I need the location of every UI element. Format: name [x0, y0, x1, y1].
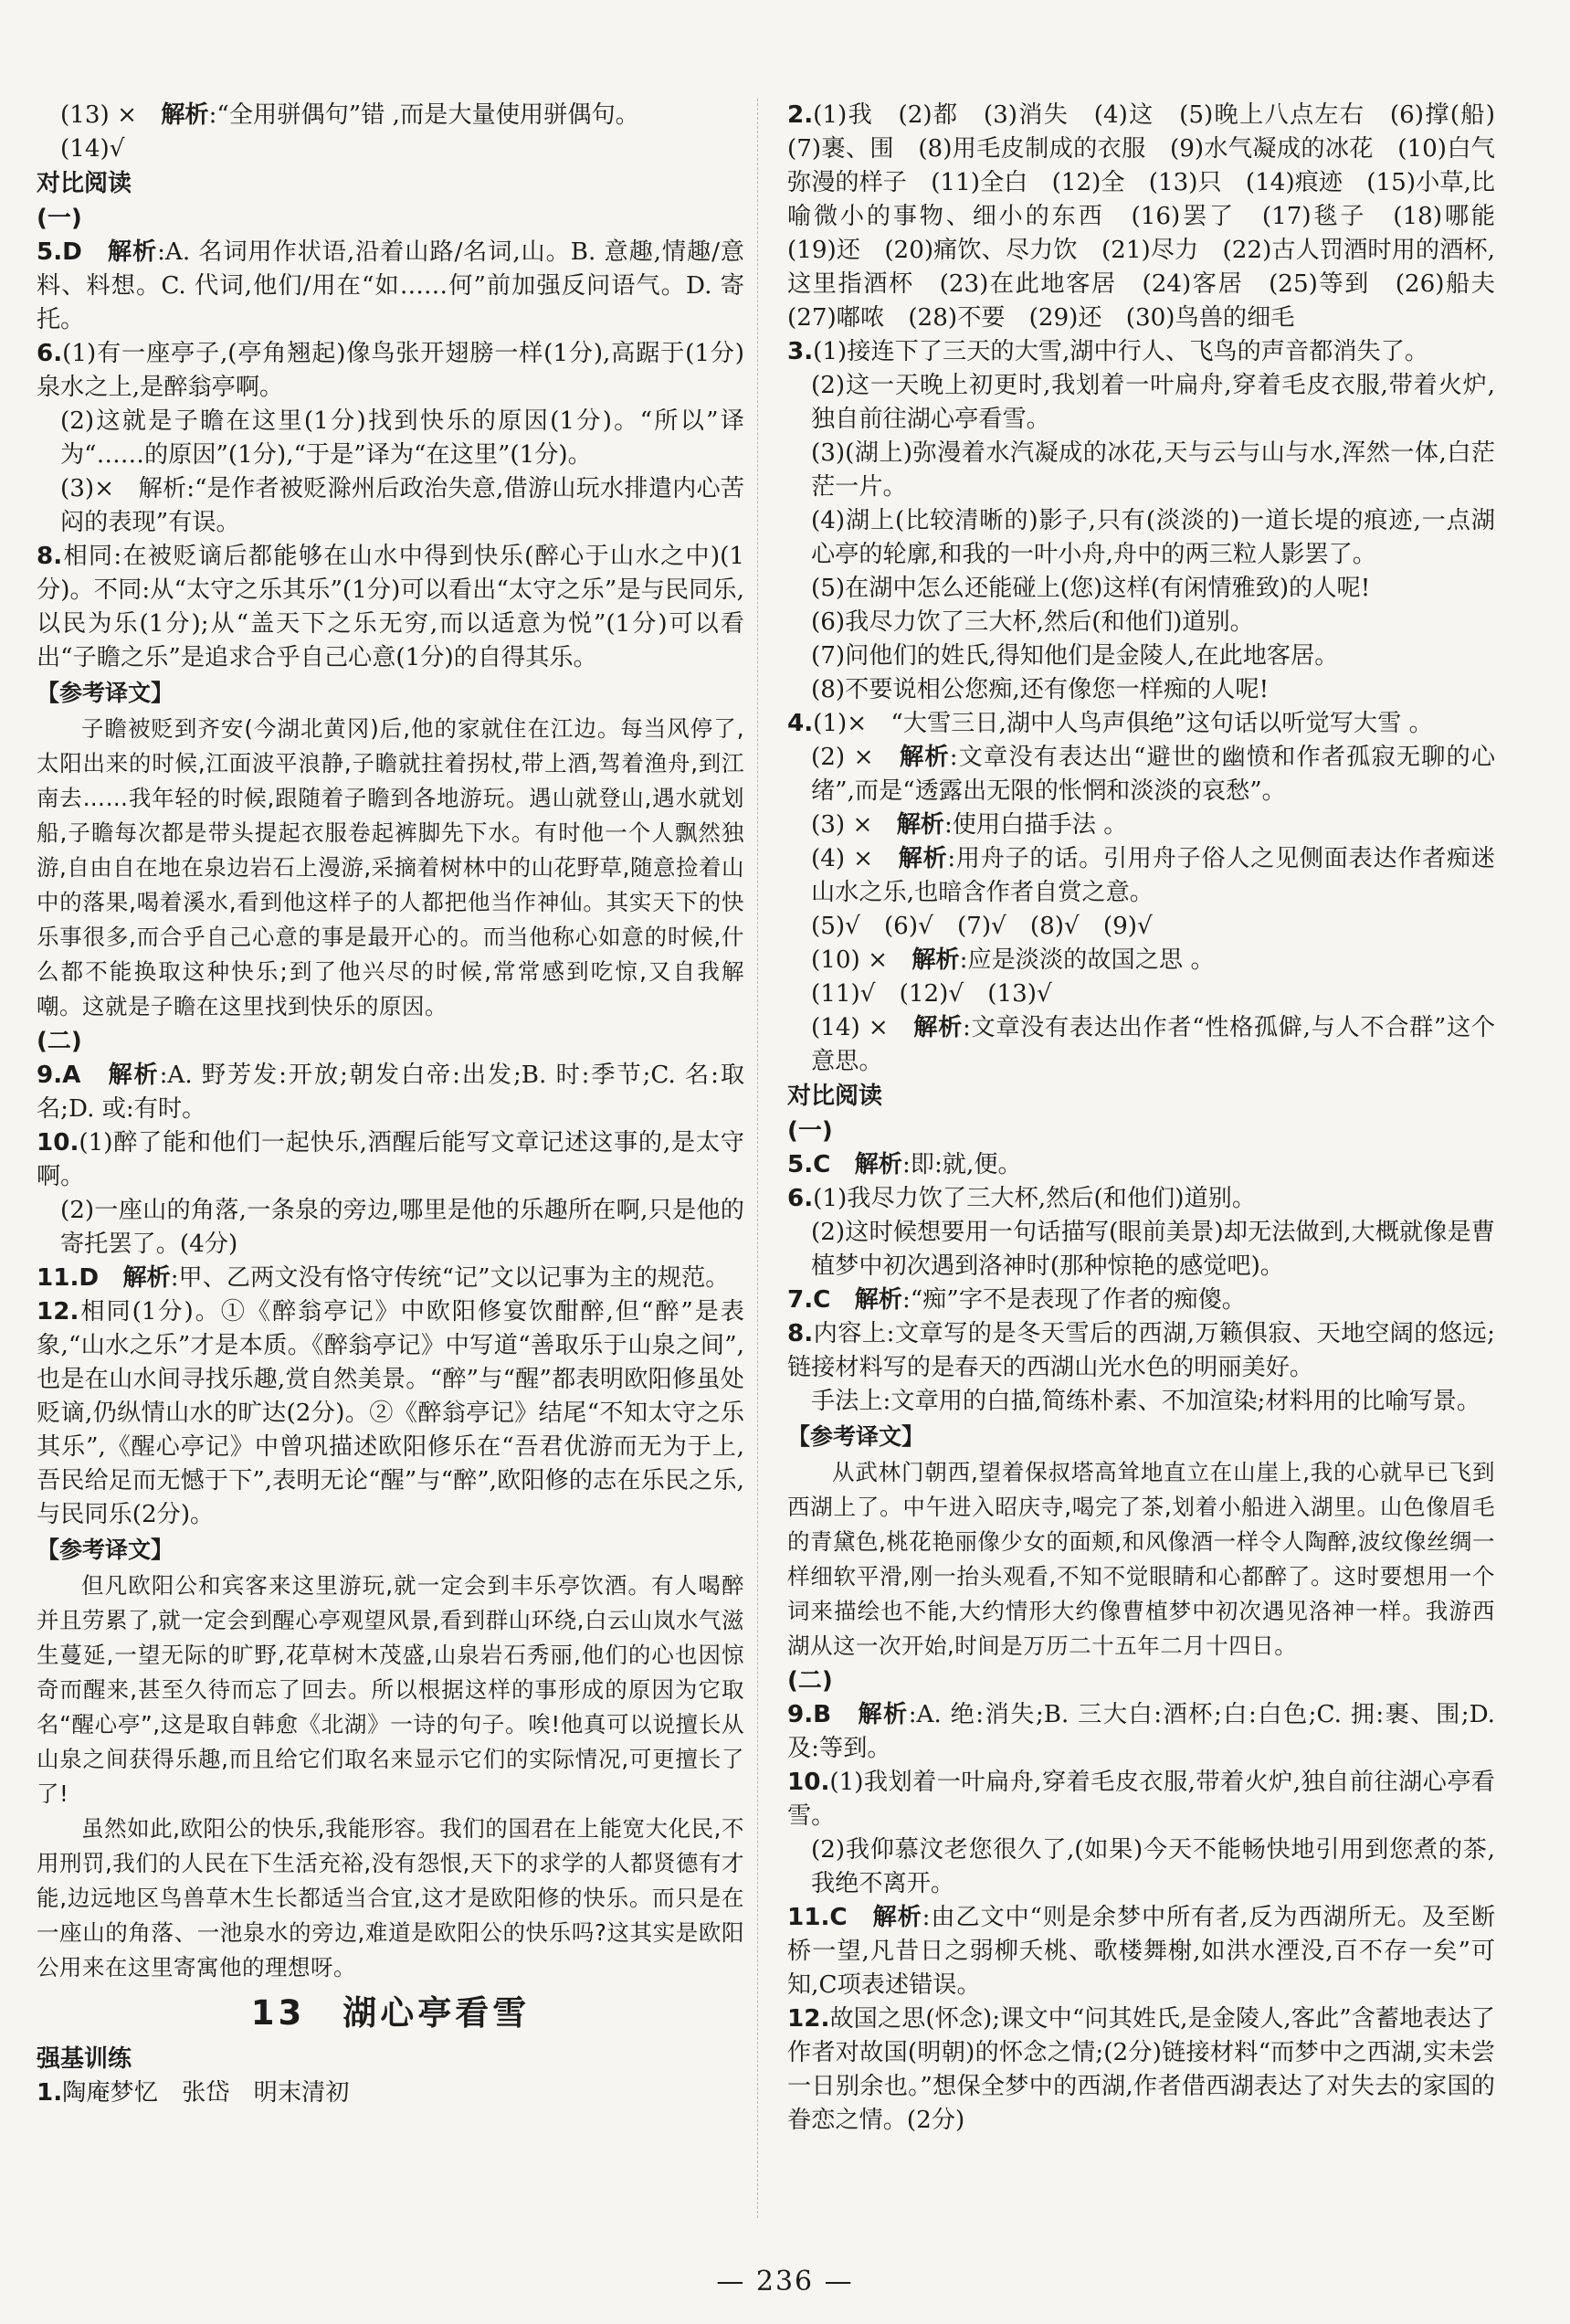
answer-q2: 2.(1)我 (2)都 (3)消失 (4)这 (5)晚上八点左右 (6)撑(船) (7)裹、围 (8)用毛皮制成的衣服 (9)水气凝成的冰花 (10)白气弥漫的样子 (11)全白 (12)全 (13)只 (14)痕迹 (15)小草,比喻微小的事物、细小的东西 (16)罢了 (17)毯子 (18)哪能 (19)还 (20)痛饮、尽力饮 (21)尽力 (22)古人罚酒时用的酒杯,这里指酒杯 (23)在此地客居 (24)客居 (25)等到 (26)船夫 (27)嘟哝 (28)不要 (29)还 (30)鸟兽的细毛 [787, 101, 1520, 332]
lesson-title: 13 湖心亭看雪 [250, 1993, 531, 2033]
answer-q3-item: (4)湖上(比较清晰的)影子,只有(淡淡的)一道长堤的痕迹,一点湖心亭的轮廓,和我的一叶小舟,舟中的两三粒人影罢了。 [811, 507, 1495, 568]
answer-q4-item: (5)√ (6)√ (7)√ (8)√ (9)√ [811, 913, 1153, 940]
answer-q3-item: (5)在湖中怎么还能碰上(您)这样(有闲情雅致)的人呢! [811, 575, 1371, 602]
reference-translation-text-2b: 虽然如此,欧阳公的快乐,我能形容。我们的国君在上能宽大化民,不用刑罚,我们的人民在下生活充裕,没有怨恨,天下的求学的人都贤德有才能,边远地区鸟兽草木生长都适当合宜,这才是欧阳修的快乐。而只是在一座山的角落、一池泉水的旁边,难道是欧阳公的快乐吗?这其实是欧阳公用来在这里寄寓他的理想呀。 [37, 1815, 744, 1981]
answer-q6-right-2: (2)这时候想要用一句话描写(眼前美景)却无法做到,大概就像是曹植梦中初次遇到洛神时(那种惊艳的感觉吧)。 [811, 1219, 1495, 1280]
answer-q10-2: (2)一座山的角落,一条泉的旁边,哪里是他的乐趣所在啊,只是他的寄托罢了。(4分) [60, 1197, 744, 1258]
answer-q3-item: (8)不要说相公您痴,还有像您一样痴的人呢! [811, 676, 1270, 703]
left-column [37, 99, 744, 2110]
answer-q10-right-2: (2)我仰慕汶老您很久了,(如果)今天不能畅快地引用到您煮的茶,我绝不离开。 [811, 1836, 1495, 1897]
answer-q8-right: 8.内容上:文章写的是冬天雪后的西湖,万籁俱寂、天地空阔的悠远;链接材料写的是春天的西湖山光水色的明丽美好。 [787, 1320, 1495, 1381]
section-heading-training: 强基训练 [37, 2045, 132, 2073]
right-column [787, 99, 1520, 2138]
answer-q6-2: (2)这就是子瞻在这里(1分)找到快乐的原因(1分)。“所以”译为“……的原因”(1分),“于是”译为“在这里”(1分)。 [60, 407, 744, 469]
page-number: — 236 — [716, 2266, 854, 2298]
reference-translation-text-2a: 但凡欧阳公和宾客来这里游玩,就一定会到丰乐亭饮酒。有人喝醉并且劳累了,就一定会到醒心亭观望风景,看到群山环绕,白云山岚水气滋生蔓延,一望无际的旷野,花草树木茂盛,山泉岩石秀丽,他们的心也因惊奇而醒来,甚至久待而忘了回去。所以根据这样的事形成的原因为它取名“醒心亭”,这是取自韩愈《北湖》一诗的句子。唉!他真可以说擅长从山泉之间获得乐趣,而且给它们取名来显示它们的实际情况,可更擅长了了! [37, 1572, 744, 1807]
answer-q4-item: (2) × 解析:文章没有表达出“避世的幽愤和作者孤寂无聊的心绪”,而是“透露出无限的怅惘和淡淡的哀愁”。 [811, 744, 1496, 805]
section-heading-compare-right: 对比阅读 [787, 1083, 883, 1110]
answer-q4-item: (14) × 解析:文章没有表达出作者“性格孤僻,与人不合群”这个意思。 [811, 1014, 1496, 1075]
answer-q3-item: (6)我尽力饮了三大杯,然后(和他们)道别。 [811, 608, 1254, 636]
answer-q10-right: 10.(1)我划着一叶扁舟,穿着毛皮衣服,带着火炉,独自前往湖心亭看雪。 [787, 1769, 1495, 1830]
answer-q11: 11.D 解析:甲、乙两文没有恪守传统“记”文以记事为主的规范。 [37, 1264, 730, 1292]
answer-q12-right: 12.故国之思(怀念);课文中“问其姓氏,是金陵人,客此”含蓄地表达了作者对故国(明朝)的怀念之情;(2分)链接材料“而梦中之西湖,实未尝一日别余也。”想保全梦中的西湖,作者借西湖表达了对失去的家国的眷恋之情。(2分) [787, 2005, 1495, 2134]
answer-q5-right: 5.C 解析:即:就,便。 [787, 1151, 1022, 1178]
answer-q4-item: (3) × 解析:使用白描手法 。 [811, 811, 1128, 839]
answer-q4-item: (4) × 解析:用舟子的话。引用舟子俗人之见侧面表达作者痴迷山水之乐,也暗含作者自赏之意。 [811, 845, 1496, 906]
answer-q6-3: (3)× 解析:“是作者被贬滁州后政治失意,借游山玩水排遣内心苦闷的表现”有误。 [60, 475, 744, 536]
answer-q6-right: 6.(1)我尽力饮了三大杯,然后(和他们)道别。 [787, 1185, 1257, 1212]
answer-q14: (14)√ [60, 135, 125, 163]
column-divider [757, 99, 758, 2218]
answer-q9: 9.A 解析:A. 野芳发:开放;朝发白帝:出发;B. 时:季节;C. 名:取名;D. 或:有时。 [37, 1062, 745, 1123]
part-heading-1-right: (一) [787, 1117, 833, 1145]
answer-q8: 8.相同:在被贬谪后都能够在山水中得到快乐(醉心于山水之中)(1分)。不同:从“太守之乐其乐”(1分)可以看出“太守之乐”是与民同乐,以民为乐(1分);从“盖天下之乐无穷,而以适意为悦”(1分)可以看出“子瞻之乐”是追求合乎自己心意(1分)的自得其乐。 [37, 543, 744, 671]
answer-q3-item: (3)(湖上)弥漫着水汽凝成的冰花,天与云与山与水,浑然一体,白茫茫一片。 [811, 439, 1495, 501]
answer-q3: 3.(1)接连下了三天的大雪,湖中行人、飞鸟的声音都消失了。 [787, 338, 1429, 365]
answer-q8-right-2: 手法上:文章用的白描,简练朴素、不加渲染;材料用的比喻写景。 [811, 1388, 1481, 1415]
part-heading-1: (一) [37, 205, 82, 232]
answer-q10: 10.(1)醉了能和他们一起快乐,酒醒后能写文章记述这事的,是太守啊。 [37, 1129, 744, 1190]
answer-q13: (13) × 解析:“全用骈偶句”错 ,而是大量使用骈偶句。 [60, 101, 639, 129]
part-heading-2-right: (二) [787, 1667, 833, 1695]
answer-q5: 5.D 解析:A. 名词用作状语,沿着山路/名词,山。B. 意趣,情趣/意料、料想。C. 代词,他们/用在“如……何”前加强反问语气。D. 寄托。 [37, 238, 744, 333]
answer-q11-right: 11.C 解析:由乙文中“则是余梦中所有者,反为西湖所无。及至断桥一望,凡昔日之弱柳夭桃、歌楼舞榭,如洪水湮没,百不存一矣”可知,C项表述错误。 [787, 1904, 1496, 1999]
answer-q6: 6.(1)有一座亭子,(亭角翘起)像鸟张开翅膀一样(1分),高踞于(1分)泉水之上,是醉翁亭啊。 [37, 340, 744, 401]
part-heading-2: (二) [37, 1028, 82, 1055]
answer-q3-item: (7)问他们的姓氏,得知他们是金陵人,在此地客居。 [811, 642, 1339, 670]
reference-translation-heading-right: 【参考译文】 [787, 1423, 925, 1450]
answer-q9-right: 9.B 解析:A. 绝:消失;B. 三大白:酒杯;白:白色;C. 拥:裹、围;D. 及:等到。 [787, 1701, 1495, 1762]
reference-translation-text: 子瞻被贬到齐安(今湖北黄冈)后,他的家就住在江边。每当风停了,太阳出来的时候,江面波平浪静,子瞻就拄着拐杖,带上酒,驾着渔舟,到江南去……我年轻的时候,跟随着子瞻到各地游玩。遇山就登山,遇水就划船,子瞻每次都是带头提起衣服卷起裤脚先下水。有时他一个人飘然独游,自由自在地在泉边岩石上漫游,采摘着树林中的山花野草,随意捡着山中的落果,喝着溪水,看到他这样子的人都把他当作神仙。其实天下的快乐事很多,而合乎自己心意的事是最开心的。而当他称心如意的时候,什么都不能换取这种快乐;到了他兴尽的时候,常常感到吃惊,又自我解嘲。这就是子瞻在这里找到快乐的原因。 [37, 715, 744, 1019]
answer-q4: 4.(1)× “大雪三日,湖中人鸟声俱绝”这句话以听觉写大雪 。 [787, 710, 1433, 737]
answer-q1: 1.陶庵梦忆 张岱 明末清初 [37, 2079, 350, 2107]
reference-translation-heading: 【参考译文】 [37, 680, 174, 706]
section-heading-compare: 对比阅读 [37, 170, 132, 197]
answer-q4-item: (11)√ (12)√ (13)√ [811, 980, 1052, 1008]
answer-q4-item: (10) × 解析:应是淡淡的故国之思 。 [811, 946, 1215, 974]
answer-q7-right: 7.C 解析:“痴”字不是表现了作者的痴傻。 [787, 1286, 1246, 1314]
reference-translation-heading-2: 【参考译文】 [37, 1537, 174, 1563]
answer-q12: 12.相同(1分)。①《醉翁亭记》中欧阳修宴饮酣醉,但“醉”是表象,“山水之乐”才是本质。《醉翁亭记》中写道“善取乐于山泉之间”,也是在山水间寻找乐趣,赏自然美景。“醉”与“醒”都表明欧阳修虽处贬谪,仍纵情山水的旷达(2分)。②《醉翁亭记》结尾“不知太守之乐其乐”,《醒心亭记》中曾巩描述欧阳修乐在“吾君优游而无为于上,吾民给足而无憾于下”,表明无论“醒”与“醉”,欧阳修的志在乐民之乐,与民同乐(2分)。 [37, 1298, 744, 1528]
reference-translation-text-right: 从武林门朝西,望着保叔塔高耸地直立在山崖上,我的心就早已飞到西湖上了。中午进入昭庆寺,喝完了茶,划着小船进入湖里。山色像眉毛的青黛色,桃花艳丽像少女的面颊,和风像酒一样令人陶醉,波纹像丝绸一样细软平滑,刚一抬头观看,不知不觉眼睛和心都醉了。这时要想用一个词来描绘也不能,大约情形大约像曹植梦中初次遇见洛神一样。我游西湖从这一次开始,时间是万历二十五年二月十四日。 [787, 1459, 1495, 1659]
answer-q3-item: (2)这一天晚上初更时,我划着一叶扁舟,穿着毛皮衣服,带着火炉,独自前往湖心亭看雪。 [811, 372, 1495, 433]
